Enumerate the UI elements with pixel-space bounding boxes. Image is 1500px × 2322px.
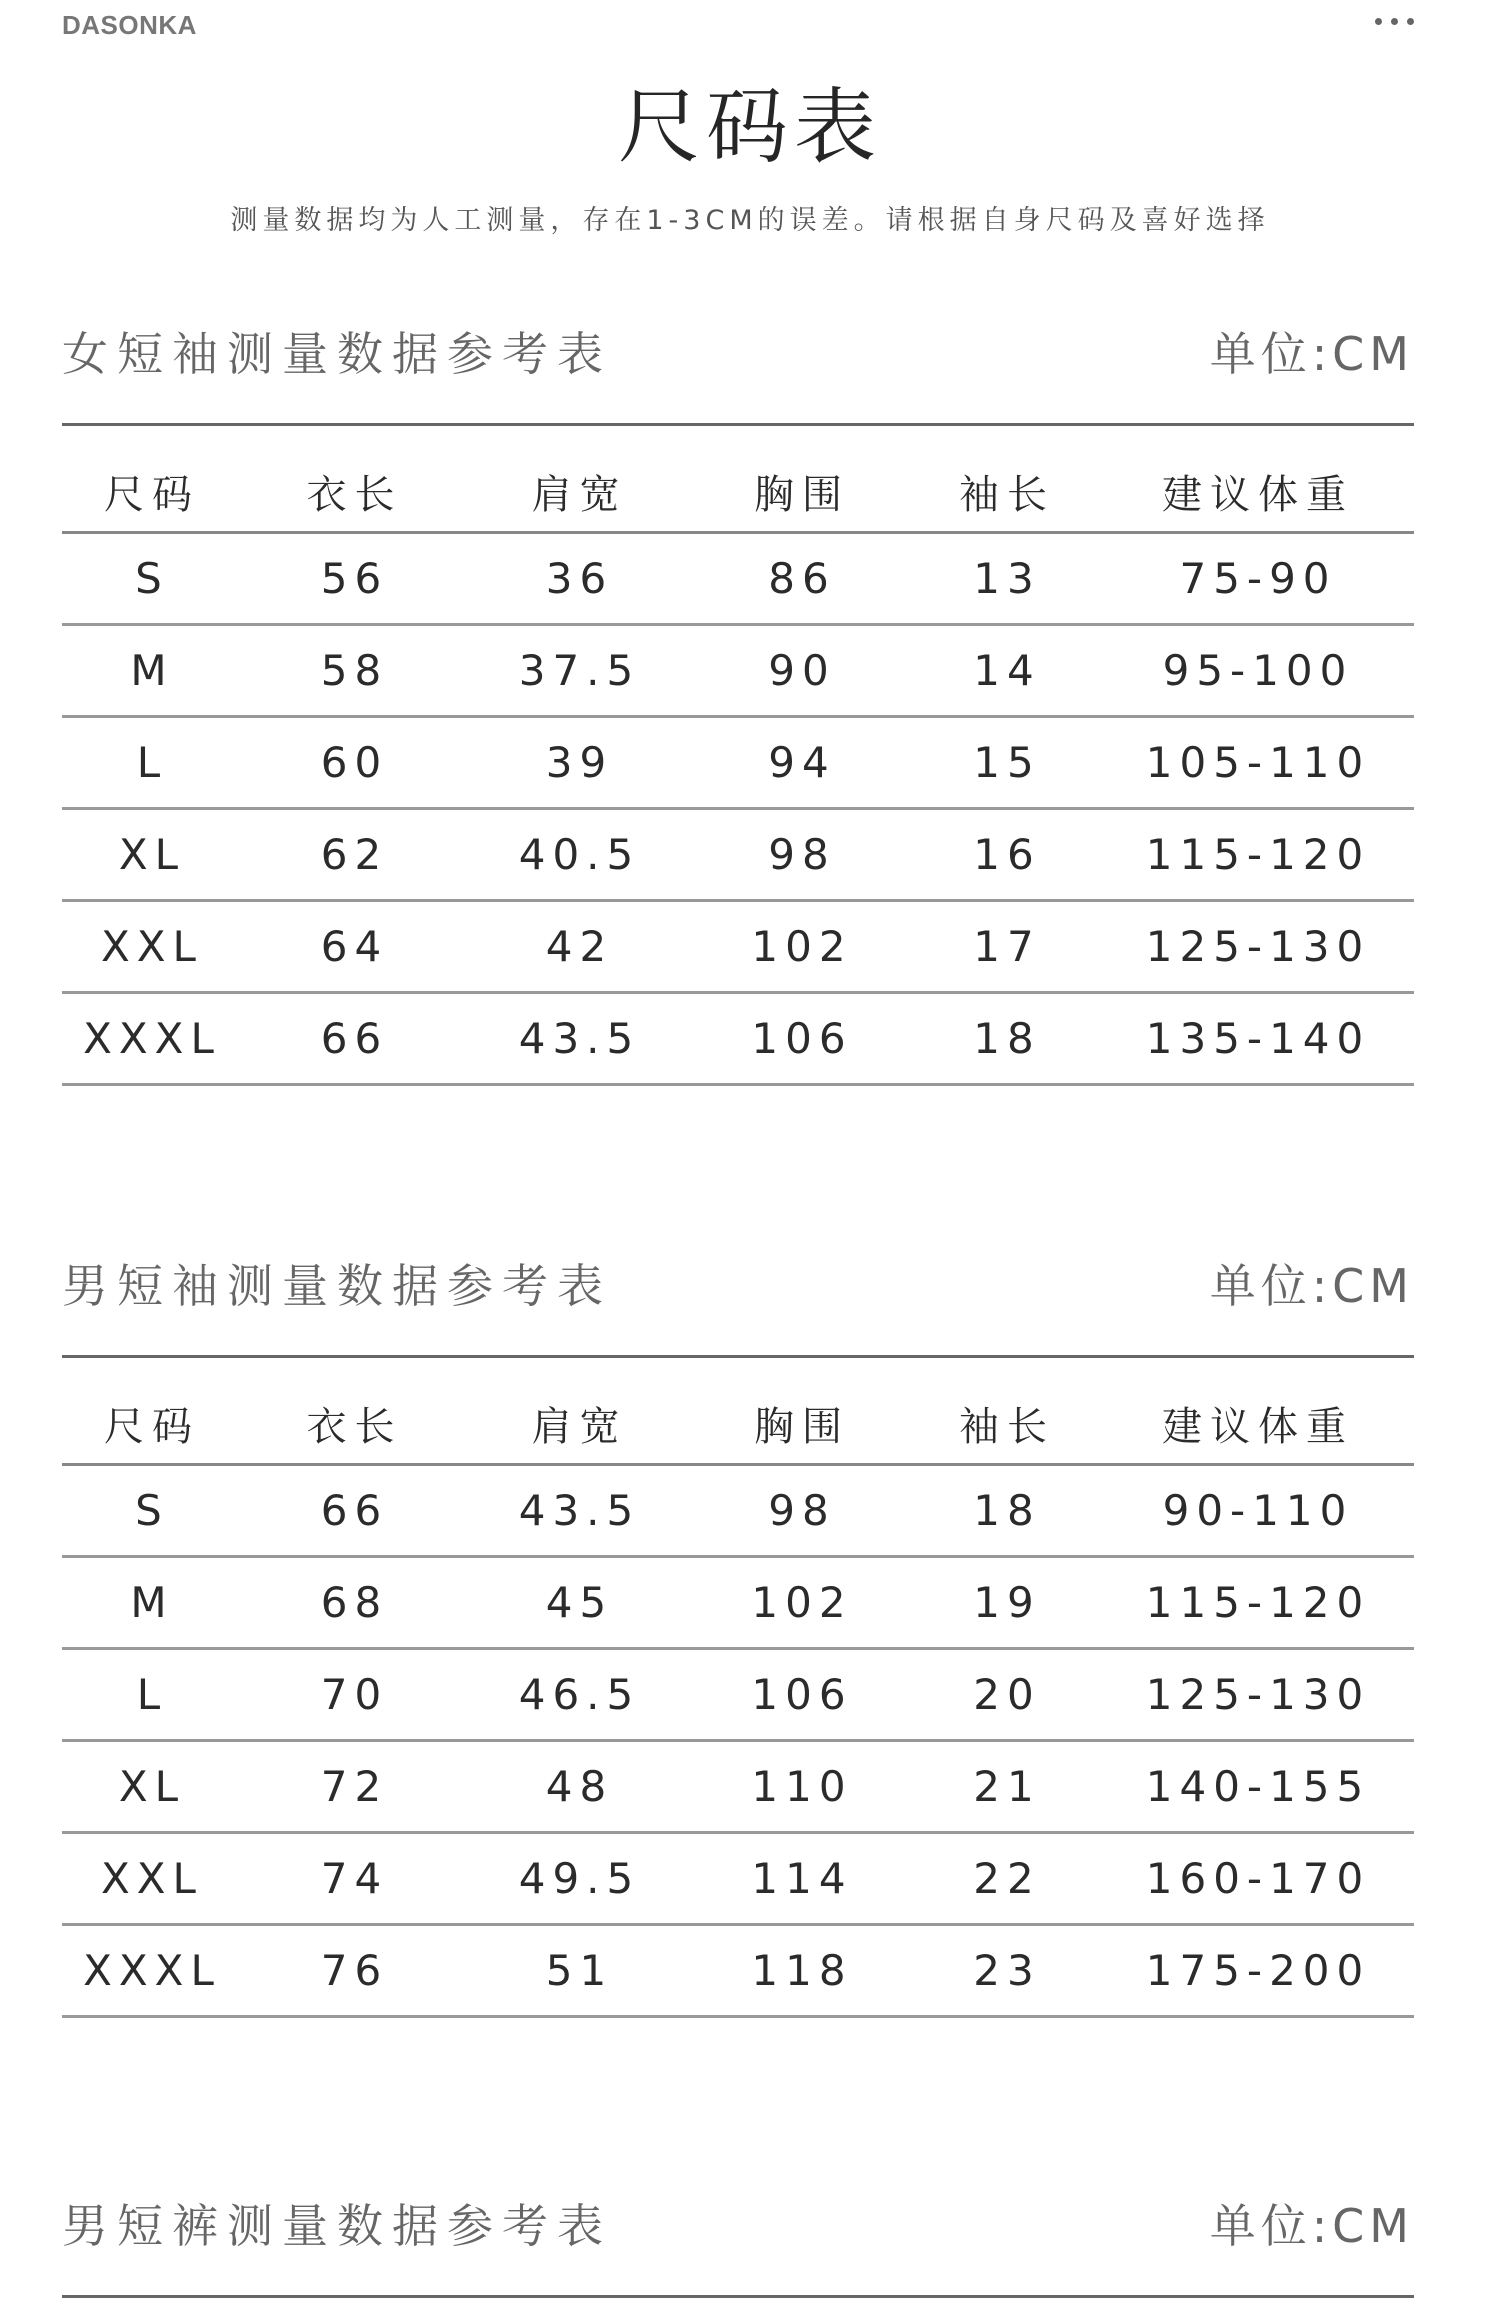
table-cell: 56 [242,533,467,625]
table-cell: 64 [242,901,467,993]
table-header-row [62,451,1414,533]
table-cell: 110 [692,1741,912,1833]
table-cell: 125-130 [1102,1649,1414,1741]
table-row [62,1649,1414,1741]
table-cell: 62 [242,809,467,901]
section-men-shorts [62,2190,1414,2253]
column-header: 胸围 [692,451,912,533]
table-cell: 40.5 [467,809,692,901]
table-row [62,993,1414,1085]
table-cell: 90-110 [1102,1465,1414,1557]
table-cell: 22 [912,1833,1102,1925]
table-cell: 45 [467,1557,692,1649]
more-dots-icon[interactable] [1375,18,1414,25]
table-cell: 118 [692,1925,912,2017]
table-cell: 15 [912,717,1102,809]
table-cell: 68 [242,1557,467,1649]
table-cell: 94 [692,717,912,809]
table-cell: 105-110 [1102,717,1414,809]
table-row [62,901,1414,993]
table-cell: 70 [242,1649,467,1741]
column-header: 建议体重 [1102,451,1414,533]
table-cell: 74 [242,1833,467,1925]
table-cell: XXL [62,901,242,993]
table-header-row [62,1383,1414,1465]
top-bar [0,0,1500,60]
table-cell: 42 [467,901,692,993]
table-row [62,1557,1414,1649]
table-cell: 37.5 [467,625,692,717]
section-men-tee [62,1250,1414,1995]
table-cell: 66 [242,993,467,1085]
table-row [62,1465,1414,1557]
table-cell: 114 [692,1833,912,1925]
section-women-tee [62,318,1414,1063]
table-cell: 43.5 [467,1465,692,1557]
table-cell: 175-200 [1102,1925,1414,2017]
table-cell: 39 [467,717,692,809]
table-cell: 98 [692,1465,912,1557]
table-cell: 76 [242,1925,467,2017]
table-cell: M [62,625,242,717]
table-cell: 49.5 [467,1833,692,1925]
column-header: 建议体重 [1102,1383,1414,1465]
table-cell: 60 [242,717,467,809]
column-header: 衣长 [242,1383,467,1465]
table-cell: 17 [912,901,1102,993]
table-cell: 135-140 [1102,993,1414,1085]
table-cell: S [62,533,242,625]
table-cell: 90 [692,625,912,717]
table-cell: 19 [912,1557,1102,1649]
table-cell: 75-90 [1102,533,1414,625]
table-row [62,717,1414,809]
table-cell: 46.5 [467,1649,692,1741]
table-cell: XXXL [62,1925,242,2017]
table-cell: 51 [467,1925,692,2017]
table-cell: 58 [242,625,467,717]
table-cell: 14 [912,625,1102,717]
table-cell: 18 [912,993,1102,1085]
table-cell: 36 [467,533,692,625]
table-cell: XL [62,1741,242,1833]
column-header: 袖长 [912,451,1102,533]
table-row [62,1741,1414,1833]
dot [1375,18,1382,25]
column-header: 肩宽 [467,1383,692,1465]
table-cell: XXL [62,1833,242,1925]
section-divider [62,2295,1414,2298]
page-title: 尺码表 [617,80,882,175]
table-cell: 106 [692,993,912,1085]
column-header: 衣长 [242,451,467,533]
section-title: 女短袖测量数据参考表 [62,327,612,381]
column-header: 尺码 [62,451,242,533]
table-cell: 115-120 [1102,1557,1414,1649]
table-cell: L [62,1649,242,1741]
table-cell: 106 [692,1649,912,1741]
table-cell: M [62,1557,242,1649]
section-unit: 单位:CM [1209,2199,1414,2253]
table-row [62,625,1414,717]
table-cell: 160-170 [1102,1833,1414,1925]
brand-logo: DASONKA [62,10,197,40]
dot [1391,18,1398,25]
table-cell: 95-100 [1102,625,1414,717]
table-cell: 20 [912,1649,1102,1741]
table-cell: 86 [692,533,912,625]
page-subtitle: 测量数据均为人工测量，存在1-3CM的误差。请根据自身尺码及喜好选择 [230,205,1270,236]
size-table [62,451,1414,1086]
table-cell: 98 [692,809,912,901]
table-cell: 16 [912,809,1102,901]
size-table [62,1383,1414,2018]
table-row [62,809,1414,901]
table-cell: 66 [242,1465,467,1557]
table-cell: 43.5 [467,993,692,1085]
dot [1407,18,1414,25]
section-unit: 单位:CM [1209,327,1414,381]
column-header: 胸围 [692,1383,912,1465]
table-cell: 102 [692,901,912,993]
table-cell: 48 [467,1741,692,1833]
table-cell: L [62,717,242,809]
table-cell: 23 [912,1925,1102,2017]
table-row [62,1925,1414,2017]
table-cell: S [62,1465,242,1557]
table-cell: 21 [912,1741,1102,1833]
section-divider [62,423,1414,426]
table-row [62,533,1414,625]
table-cell: 13 [912,533,1102,625]
table-cell: 140-155 [1102,1741,1414,1833]
table-cell: 125-130 [1102,901,1414,993]
table-row [62,1833,1414,1925]
column-header: 肩宽 [467,451,692,533]
table-cell: 18 [912,1465,1102,1557]
table-cell: XL [62,809,242,901]
table-cell: XXXL [62,993,242,1085]
section-divider [62,1355,1414,1358]
section-title: 男短袖测量数据参考表 [62,1259,612,1313]
table-cell: 102 [692,1557,912,1649]
section-title: 男短裤测量数据参考表 [62,2199,612,2253]
column-header: 袖长 [912,1383,1102,1465]
table-cell: 72 [242,1741,467,1833]
section-unit: 单位:CM [1209,1259,1414,1313]
table-cell: 115-120 [1102,809,1414,901]
column-header: 尺码 [62,1383,242,1465]
